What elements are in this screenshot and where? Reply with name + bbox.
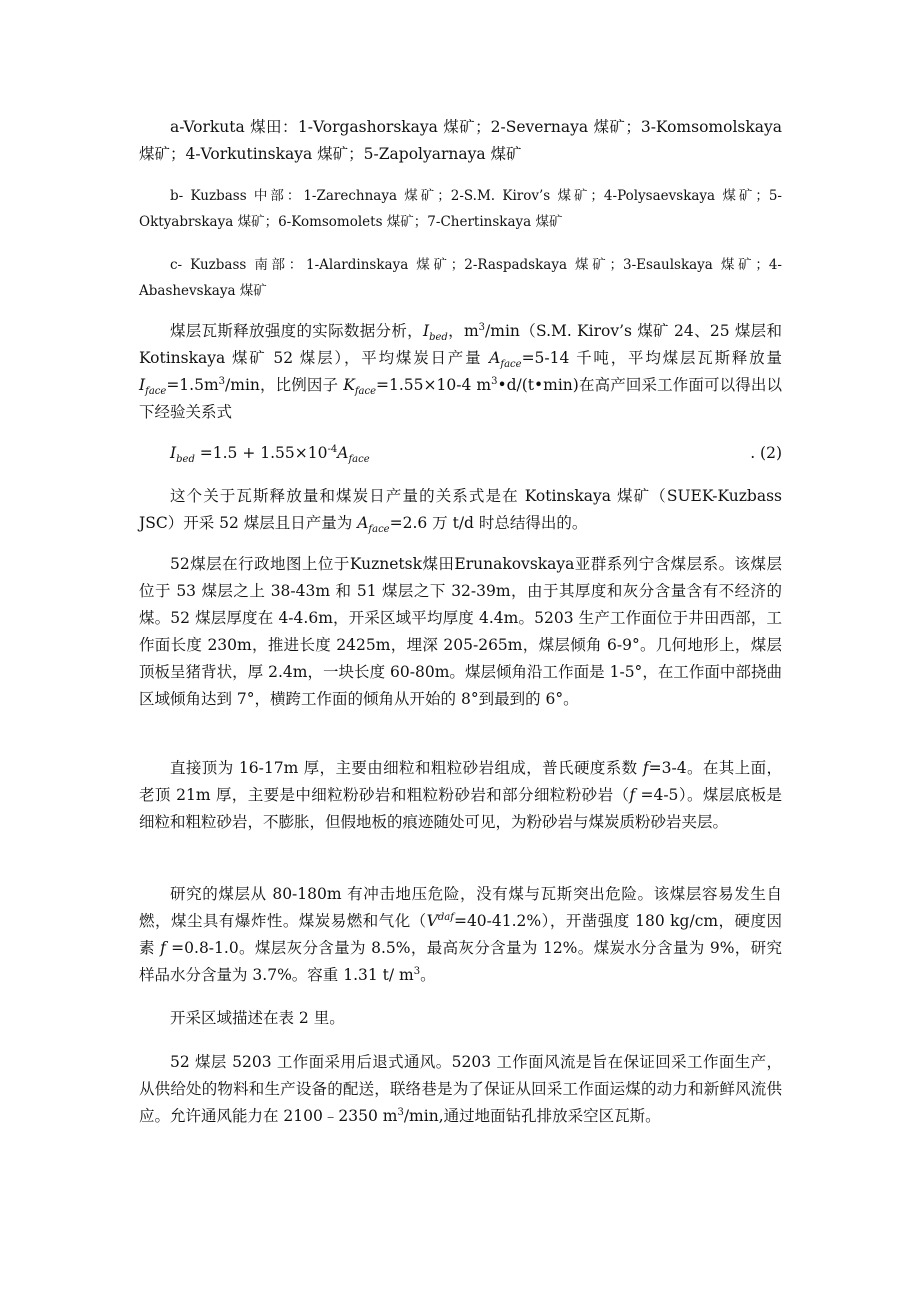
- superscript: 3: [478, 321, 486, 333]
- subscript: face: [354, 386, 376, 398]
- paragraph-gas-intensity: [139, 318, 782, 426]
- text: /min，比例因子: [225, 376, 344, 394]
- subscript: face: [500, 359, 522, 371]
- paragraph-ventilation: 52 煤层 5203 工作面采用后退式通风。5203 工作面风流是旨在保证回采工作面生产，从供给处的物料和生产设备的配送，联络巷是为了保证从回采工作面运煤的动力和新鲜风流供应。允许通风能力在 2100﹣2350 $m^3/\min$,通过地面钻孔排放采空区瓦斯。: [139, 1053, 782, 1125]
- paragraph-table-reference: 开采区域描述在表 2 里。: [170, 1009, 345, 1027]
- subscript: face: [145, 386, 167, 398]
- text: =1.5m: [166, 376, 219, 394]
- text: •d/(t•min)在高产回采工作面可以得出以下经验关系式: [139, 376, 782, 421]
- legend-b: b- Kuzbass 中部：1-Zarechnaya 煤矿；2-S.M. Kirov’s 煤矿；4-Polysaevskaya 煤矿；5-Oktyabrskaya 煤矿；6-Komsomolets 煤矿；7-Chertinskaya 煤矿: [139, 188, 782, 230]
- equation-body: $I_{bed} =1.5 + 1.55\times 10^{-4}A_{face}$: [170, 443, 370, 466]
- paragraph-hazards: 研究的煤层从 80-180m 有冲击地压危险，没有煤与瓦斯突出危险。该煤层容易发生自燃，煤尘具有爆炸性。煤炭易燃和气化$(V^{daf}=40-41.2\%)$，开凿强度 180 kg/cm，硬度因素 f =0.8-1.0。煤层灰分含量为 8.5%，最高灰分含量为 12%。煤炭水分含量为 9%，研究样品水分含量为 3.7%。容重 1.31 t/ $m^3$。: [139, 885, 782, 984]
- text: =5-14 千吨，平均煤层瓦斯释放量: [521, 349, 782, 367]
- symbol-a: A: [489, 349, 501, 367]
- symbol-i: I: [139, 376, 146, 394]
- symbol-k: K: [343, 376, 355, 394]
- equation-number: . (2): [750, 444, 782, 462]
- paragraph-seam-description: 52煤层在行政地图上位于Kuznetsk煤田Erunakovskaya亚群系列宁含煤层系。该煤层位于 53 煤层之上 38-43m 和 51 煤层之下 32-39m，由于其厚度和灰分含量含有不经济的煤。52 煤层厚度在 4-4.6m，开采区域平均厚度 4.4m。5203 生产工作面位于井田西部，工作面长度 230m，推进长度 2425m，埋深 205-265m，煤层倾角 6-9°。几何地形上，煤层顶板呈猪背状，厚 2.4m，一块长度 60-80m。煤层倾角沿工作面是 1-5°，在工作面中部挠曲区域倾角达到 7°，横跨工作面的倾角从开始的 8°到最到的 6°。: [139, 555, 782, 708]
- text: /min（S.M. Kirov’s 煤矿 24、25 煤层和 Kotinskaya 煤矿 52 煤层），平均煤炭日产量: [139, 322, 782, 367]
- symbol-i: I: [422, 322, 430, 340]
- subscript: bed: [429, 332, 448, 344]
- legend-a: a-Vorkuta 煤田：1-Vorgashorskaya 煤矿；2-Severnaya 煤矿；3-Komsomolskaya 煤矿；4-Vorkutinskaya 煤矿；5-Zapolyarnaya 煤矿: [139, 118, 782, 163]
- legend-c: c- Kuzbass 南部：1-Alardinskaya 煤矿；2-Raspadskaya 煤矿；3-Esaulskaya 煤矿；4-Abashevskaya 煤矿: [139, 257, 782, 299]
- text: ，m: [447, 322, 479, 340]
- superscript: 3: [491, 375, 498, 387]
- equation-2: [170, 440, 782, 467]
- text: 煤层瓦斯释放强度的实际数据分析，: [170, 322, 423, 340]
- text: =1.55×10-4 m: [376, 376, 492, 394]
- paragraph-roof-floor: 直接顶为 16-17m 厚，主要由细粒和粗粒砂岩组成，普氏硬度系数 f=3-4。在其上面，老顶 21m 厚，主要是中细粒粉砂岩和粗粒粉砂岩和部分细粒粉砂岩（f =4-5）。煤层底板是细粒和粗粒砂岩，不膨胀，但假地板的痕迹随处可见，为粉砂岩与煤炭质粉砂岩夹层。: [139, 759, 782, 831]
- paragraph-relation: 这个关于瓦斯释放量和煤炭日产量的关系式是在 Kotinskaya 煤矿（SUEK-Kuzbass JSC）开采 52 煤层且日产量为 $A_{face}=2.6$ 万 t/d 时总结得出的。: [139, 487, 782, 536]
- superscript: 3: [218, 375, 226, 387]
